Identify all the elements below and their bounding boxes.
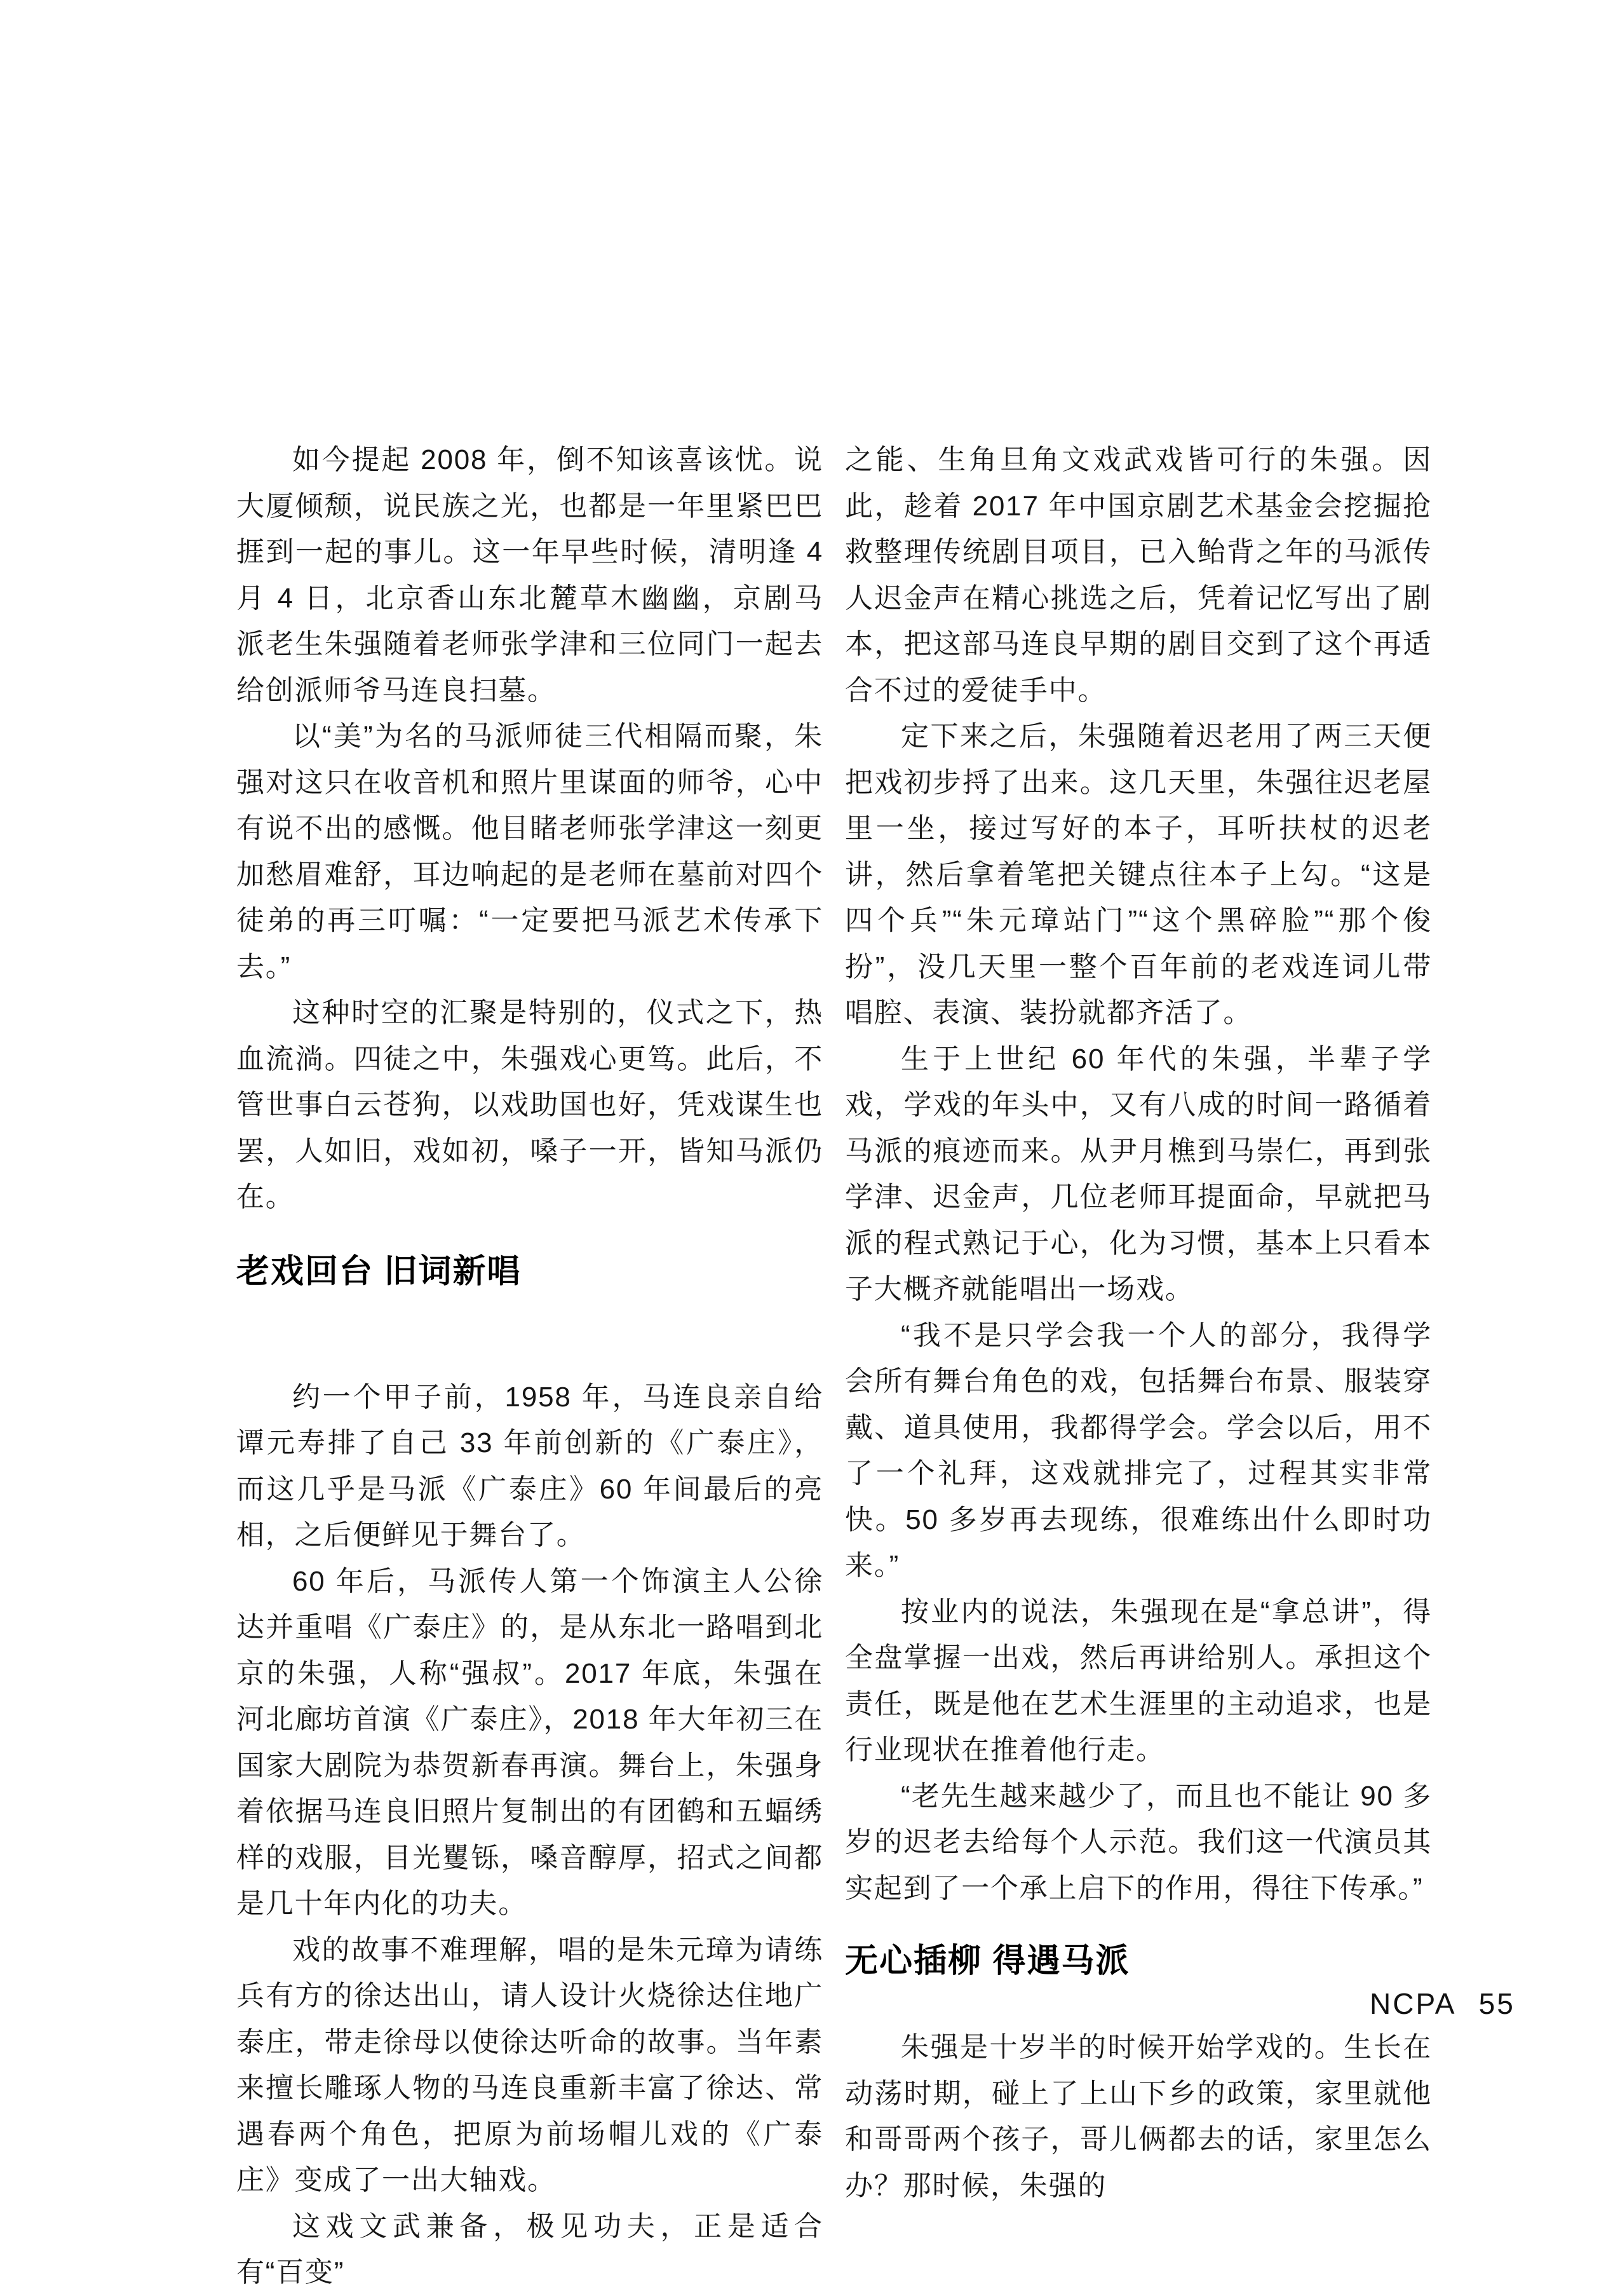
section-heading-old-play-returns: 老戏回台 旧词新唱 (236, 1253, 522, 1290)
section-heading-unintended-encounter: 无心插柳 得遇马派 (845, 1943, 1130, 1980)
paragraph: 约一个甲子前，1958 年，马连良亲自给谭元寿排了自己 33 年前创新的《广泰庄》，而这几乎是马派《广泰庄》60 年间最后的亮相，之后便鲜见于舞台了。 (236, 1381, 823, 1551)
paragraph: 60 年后，马派传人第一个饰演主人公徐达并重唱《广泰庄》的，是从东北一路唱到北京的朱强，人称“强叔”。2017 年底，朱强在河北廊坊首演《广泰庄》，2018 年大年初三在国家大剧院为恭贺新春再演。舞台上，朱强身着依据马连良旧照片复制出的有团鹤和五蝠绣样的戏服，目光矍铄，嗓音醇厚，招式之间都是几十年内化的功夫。 (236, 1565, 823, 1919)
paragraph: 按业内的说法，朱强现在是“拿总讲”，得全盘掌握一出戏，然后再讲给别人。承担这个责任，既是他在艺术生涯里的主动追求，也是行业现状在推着他行走。 (845, 1596, 1432, 1765)
paragraph: 这种时空的汇聚是特别的，仪式之下，热血流淌。四徒之中，朱强戏心更笃。此后，不管世事白云苍狗，以戏助国也好，凭戏谋生也罢，人如旧，戏如初，嗓子一开，皆知马派仍在。 (236, 997, 823, 1213)
paragraph: 如今提起 2008 年，倒不知该喜该忧。说大厦倾颓，说民族之光，也都是一年里紧巴巴捱到一起的事儿。这一年早些时候，清明逢 4 月 4 日，北京香山东北麓草木幽幽，京剧马派老生朱强随着老师张学津和三位同门一起去给创派师爷马连良扫墓。 (236, 444, 823, 706)
paragraph: “我不是只学会我一个人的部分，我得学会所有舞台角色的戏，包括舞台布景、服装穿戴、道具使用，我都得学会。学会以后，用不了一个礼拜，这戏就排完了，过程其实非常快。50 多岁再去现练，很难练出什么即时功来。” (845, 1319, 1432, 1581)
paragraph: “老先生越来越少了，而且也不能让 90 多岁的迟老去给每个人示范。我们这一代演员其实起到了一个承上启下的作用，得往下传承。” (845, 1780, 1432, 1904)
paragraph: 戏的故事不难理解，唱的是朱元璋为请练兵有方的徐达出山，请人设计火烧徐达住地广泰庄，带走徐母以使徐达听命的故事。当年素来擅长雕琢人物的马连良重新丰富了徐达、常遇春两个角色，把原为前场帽儿戏的《广泰庄》变成了一出大轴戏。 (236, 1934, 823, 2196)
paragraph-continuation: 之能、生角旦角文戏武戏皆可行的朱强。因此，趁着 2017 年中国京剧艺术基金会挖掘抢救整理传统剧目项目，已入鲐背之年的马派传人迟金声在精心挑选之后，凭着记忆写出了剧本，把这部马连良早期的剧目交到了这个再适合不过的爱徒手中。 (845, 444, 1432, 706)
paragraph: 朱强是十岁半的时候开始学戏的。生长在动荡时期，碰上了上山下乡的政策，家里就他和哥哥两个孩子，哥儿俩都去的话，家里怎么办？那时候，朱强的 (845, 2032, 1432, 2201)
left-column (236, 437, 823, 2296)
right-column (845, 437, 1432, 2209)
paragraph: 定下来之后，朱强随着迟老用了两三天便把戏初步捋了出来。这几天里，朱强往迟老屋里一坐，接过写好的本子，耳听扶杖的迟老讲，然后拿着笔把关键点往本子上勾。“这是四个兵”“朱元璋站门”“这个黑碎脸”“那个俊扮”，没几天里一整个百年前的老戏连词儿带唱腔、表演、装扮就都齐活了。 (845, 721, 1432, 1028)
paragraph: 这戏文武兼备，极见功夫，正是适合有“百变” (236, 2210, 823, 2288)
paragraph: 以“美”为名的马派师徒三代相隔而聚，朱强对这只在收音机和照片里谋面的师爷，心中有说不出的感慨。他目睹老师张学津这一刻更加愁眉难舒，耳边响起的是老师在墓前对四个徒弟的再三叮嘱：“一定要把马派艺术传承下去。” (236, 721, 823, 982)
page-footer: NCPA 55 (1370, 1987, 1515, 2020)
paragraph: 生于上世纪 60 年代的朱强，半辈子学戏，学戏的年头中，又有八成的时间一路循着马派的痕迹而来。从尹月樵到马崇仁，再到张学津、迟金声，几位老师耳提面命，早就把马派的程式熟记于心，化为习惯，基本上只看本子大概齐就能唱出一场戏。 (845, 1043, 1432, 1305)
